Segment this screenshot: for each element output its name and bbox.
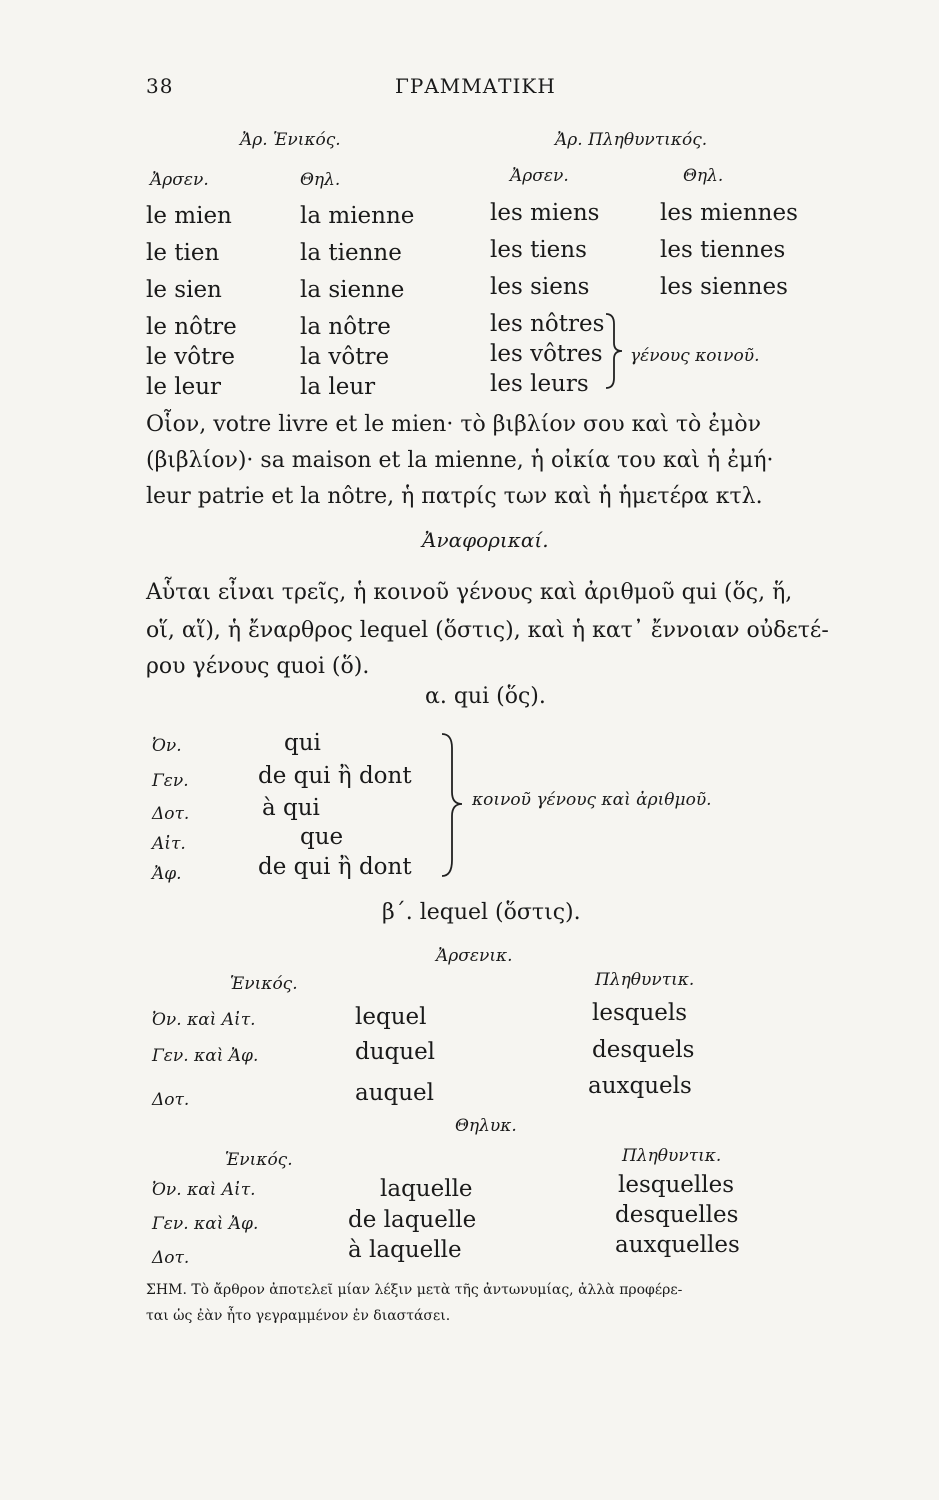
case-label: Γεν. καὶ Ἀφ. — [152, 1046, 259, 1066]
footnote-line-2: ται ὡς ἐὰν ἦτο γεγραμμένον ἐν διαστάσει. — [146, 1308, 451, 1324]
poss-cell: le tien — [146, 240, 220, 266]
relatives-intro-2: οἵ, αἵ), ἡ ἔναρθρος lequel (ὅστις), καὶ ἡ κατ᾽ ἔννοιαν οὐδετέ- — [146, 618, 829, 643]
case-label: Δοτ. — [152, 1248, 190, 1268]
lequel-form-sg: auquel — [355, 1080, 435, 1106]
lequel-form-sg: à laquelle — [348, 1237, 462, 1263]
running-title: ΓΡΑΜΜΑΤΙΚΗ — [395, 74, 556, 98]
lequel-form-pl: auxquels — [588, 1073, 692, 1099]
poss-cell: les miens — [490, 200, 600, 226]
poss-cell: le mien — [146, 203, 232, 229]
qui-heading: α. qui (ὅς). — [425, 684, 546, 709]
common-gender-note: γένους κοινοῦ. — [630, 346, 760, 366]
lequel-fem-heading: Θηλυκ. — [455, 1116, 517, 1136]
lequel-masc-heading: Ἀρσενικ. — [436, 946, 513, 966]
col-masc-sg: Ἀρσεν. — [150, 170, 209, 190]
case-label: Γεν. — [152, 771, 189, 791]
col-fem-sg: Θηλ. — [300, 170, 341, 190]
relatives-intro-3: ρου γένους quoi (ὅ). — [146, 654, 370, 679]
case-label: Ὀν. καὶ Αἰτ. — [152, 1180, 256, 1200]
poss-cell: les vôtres — [490, 341, 603, 367]
case-label: Ὀν. καὶ Αἰτ. — [152, 1010, 256, 1030]
example-line-3: leur patrie et la nôtre, ἡ πατρίς των καὶ ἡ ἡμετέρα κτλ. — [146, 484, 763, 509]
poss-cell: la leur — [300, 374, 376, 400]
case-label: Ὀν. — [152, 736, 182, 756]
lequel-heading: β΄. lequel (ὅστις). — [382, 900, 581, 925]
poss-cell: les tiennes — [660, 237, 786, 263]
lequel-fem-pl-label: Πληθυντικ. — [622, 1146, 722, 1166]
qui-form: qui — [284, 730, 321, 756]
poss-cell: les miennes — [660, 200, 798, 226]
example-line-2: (βιβλίον)· sa maison et la mienne, ἡ οἰκία του καὶ ἡ ἐμή· — [146, 448, 774, 473]
lequel-form-pl: lesquels — [592, 1000, 688, 1026]
poss-cell: le leur — [146, 374, 222, 400]
qui-form: à qui — [262, 795, 320, 821]
col-fem-pl: Θηλ. — [683, 166, 724, 186]
poss-cell: les tiens — [490, 237, 587, 263]
lequel-fem-sg-label: Ἑνικός. — [225, 1150, 293, 1170]
case-label: Γεν. καὶ Ἀφ. — [152, 1214, 259, 1234]
lequel-form-sg: lequel — [355, 1004, 427, 1030]
lequel-pl-label: Πληθυντικ. — [595, 970, 695, 990]
poss-cell: les nôtres — [490, 311, 605, 337]
footnote-line-1: ΣΗΜ. Τὸ ἄρθρον ἀποτελεῖ μίαν λέξιν μετὰ τῆς ἀντωνυμίας, ἀλλὰ προφέρε- — [146, 1282, 683, 1298]
poss-cell: la tienne — [300, 240, 402, 266]
poss-cell: la mienne — [300, 203, 415, 229]
qui-brace — [438, 730, 468, 880]
qui-form: que — [300, 824, 344, 850]
poss-cell: le nôtre — [146, 314, 237, 340]
lequel-form-sg: laquelle — [380, 1176, 473, 1202]
case-label: Δοτ. — [152, 804, 190, 824]
example-line-1: Οἷον, votre livre et le mien· τὸ βιβλίον σου καὶ τὸ ἐμὸν — [146, 412, 761, 437]
poss-cell: les siennes — [660, 274, 788, 300]
lequel-form-pl: desquels — [592, 1037, 695, 1063]
lequel-form-pl: auxquelles — [615, 1232, 740, 1258]
case-label: Δοτ. — [152, 1090, 190, 1110]
col-masc-pl: Ἀρσεν. — [510, 166, 569, 186]
relatives-heading: Ἀναφορικαί. — [422, 528, 549, 552]
case-label: Ἀφ. — [152, 864, 182, 884]
plural-title: Ἀρ. Πληθυντικός. — [555, 130, 708, 150]
poss-cell: le vôtre — [146, 344, 235, 370]
lequel-form-pl: lesquelles — [618, 1172, 735, 1198]
poss-cell: la nôtre — [300, 314, 391, 340]
qui-form: de qui ἢ dont — [258, 854, 412, 880]
lequel-form-pl: desquelles — [615, 1202, 739, 1228]
case-label: Αἰτ. — [152, 834, 186, 854]
page-number: 38 — [146, 74, 174, 98]
possessive-brace — [602, 310, 628, 392]
poss-cell: le sien — [146, 277, 222, 303]
qui-note: κοινοῦ γένους καὶ ἀριθμοῦ. — [472, 790, 712, 810]
qui-form: de qui ἢ dont — [258, 763, 412, 789]
relatives-intro-1: Αὗται εἶναι τρεῖς, ἡ κοινοῦ γένους καὶ ἀριθμοῦ qui (ὅς, ἥ, — [146, 580, 793, 605]
poss-cell: les leurs — [490, 371, 589, 397]
singular-title: Ἀρ. Ἑνικός. — [240, 130, 341, 150]
lequel-sg-label: Ἑνικός. — [230, 974, 298, 994]
poss-cell: la vôtre — [300, 344, 390, 370]
poss-cell: les siens — [490, 274, 590, 300]
lequel-form-sg: duquel — [355, 1039, 436, 1065]
lequel-form-sg: de laquelle — [348, 1207, 477, 1233]
poss-cell: la sienne — [300, 277, 405, 303]
